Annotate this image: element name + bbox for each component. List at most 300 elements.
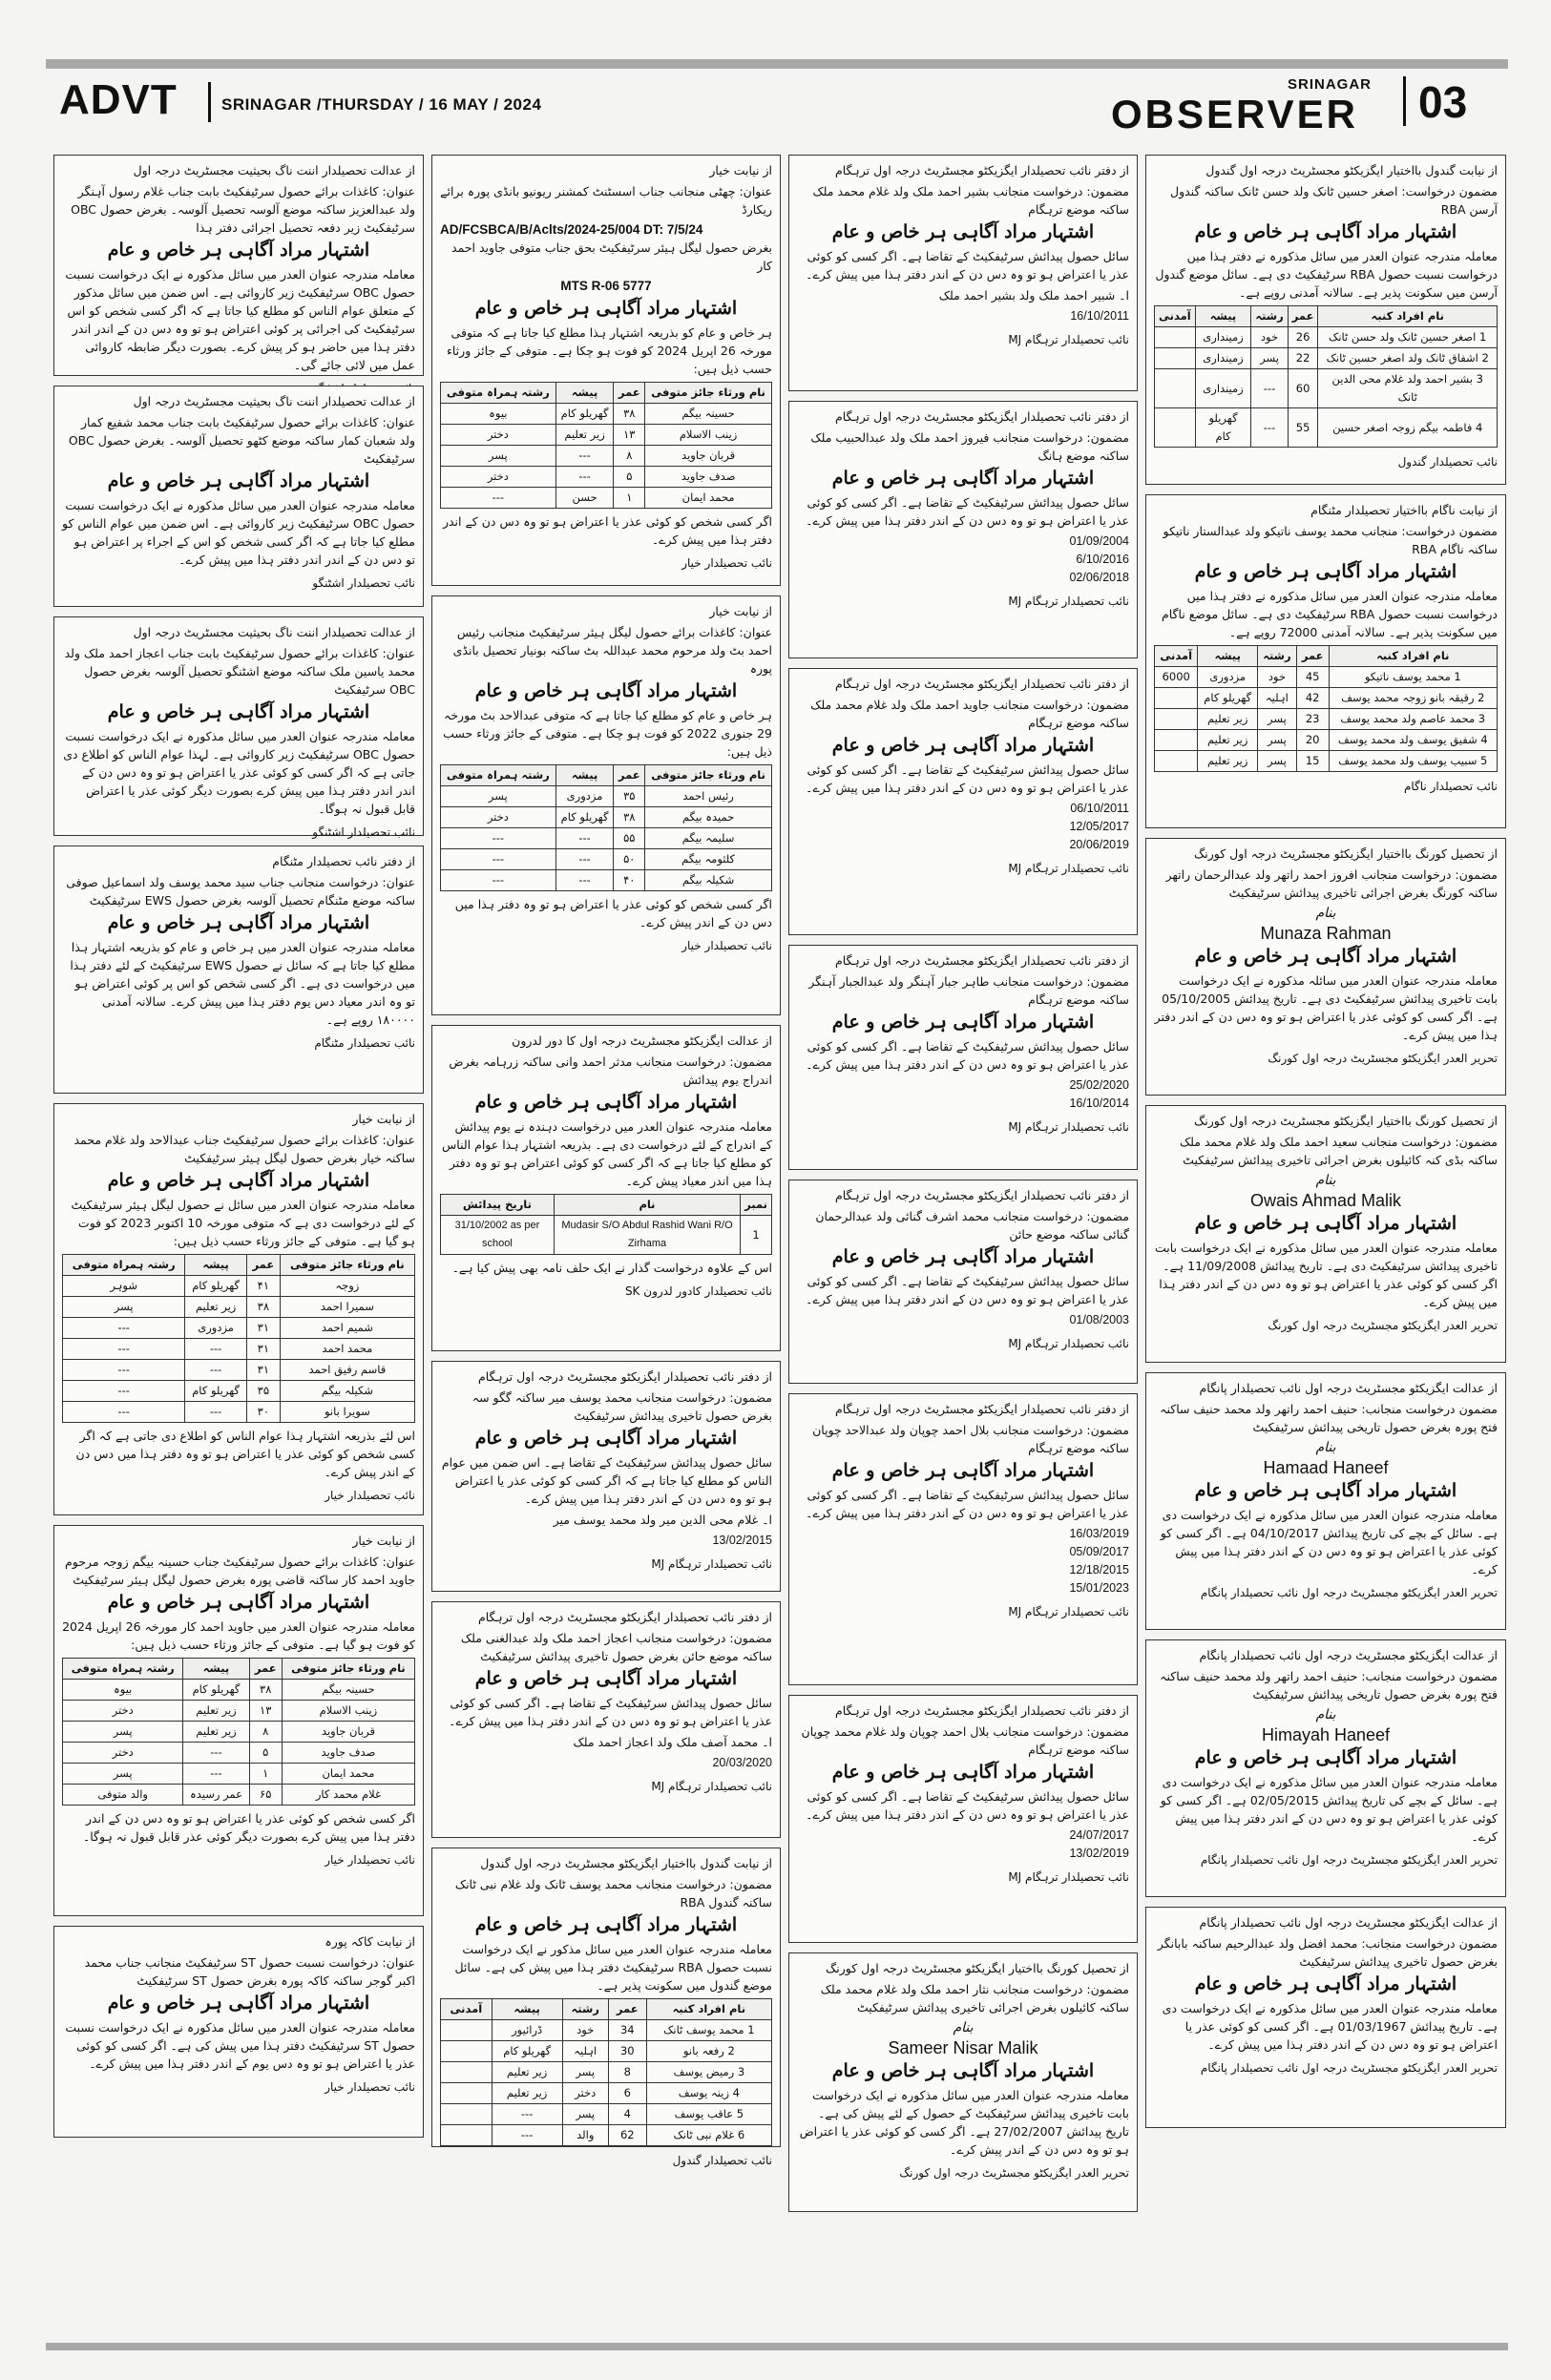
table-cell: --- xyxy=(63,1339,185,1360)
date-item: 01/09/2004 xyxy=(1069,534,1129,548)
notice-heading: اشتہار مراد آگاہی ہر خاص و عام xyxy=(474,298,738,319)
notice xyxy=(53,1926,424,2138)
notice-body: معاملہ مندرجہ عنوان العدر میں سائل مذکورہ نے ایک درخواست دی ہے۔ تاریخ پیدائش 01/03/1967 ہے۔ اگر کسی کو کوئی عذر یا اعتراض ہو تو وہ دس دن کے اندر دفتر ہذا میں پیش کرے۔ xyxy=(1162,2001,1498,2052)
table-cell: زوجہ xyxy=(280,1276,414,1297)
table-cell: 22 xyxy=(1288,348,1318,369)
notice-body: معاملہ مندرجہ عنوان العدر میں ہر خاص و عام کو بذریعہ اشتہار ہذا مطلع کیا جاتا ہے کہ سائل نے حصول EWS سرٹیفکیٹ کے لئے دفتر ہذا میں درخواست دی ہے۔ اگر کسی شخص کو اس پر کوئی اعتراض ہو تو وہ اندر معیاد دس یوم دفتر ہذا میں پیش کرے۔ سالانہ آمدنی ۱۸۰۰۰۰ روپے ہے۔ xyxy=(70,940,415,1027)
table-cell xyxy=(1155,408,1196,448)
table-cell: پسر xyxy=(63,1764,183,1785)
notice-footer: اس کے علاوہ درخواست گذار نے ایک حلف نامہ بھی پیش کیا ہے۔ xyxy=(451,1261,772,1275)
notice-signature: نائب تحصیلدار گندول xyxy=(672,2154,772,2167)
table-cell: ۸ xyxy=(249,1722,282,1743)
heirs-table xyxy=(62,1254,415,1423)
table-cell xyxy=(441,2062,493,2083)
table-cell xyxy=(441,2125,493,2146)
table-row xyxy=(63,1276,415,1297)
column-4 xyxy=(1145,155,1506,2138)
table-row xyxy=(441,425,772,446)
table-cell: سلیمہ بیگم xyxy=(645,828,772,849)
notice-signature: تحریر العدر ایگزیکٹو مجسٹریٹ درجہ اول کورنگ xyxy=(899,2166,1129,2180)
notice-heading: اشتہار مراد آگاہی ہر خاص و عام xyxy=(107,1170,370,1191)
table-cell xyxy=(1155,709,1198,730)
table-cell: 4 شفیق یوسف ولد محمد یوسف xyxy=(1329,730,1497,751)
notice-birth xyxy=(788,1393,1138,1685)
notice-subject: عنوان: کاغذات برائے حصول لیگل ہیئر سرٹیفکیٹ منجانب رئیس احمد بٹ ولد مرحوم محمد عبداللہ بٹ ساکنہ بونیار تحصیل بانڈی پورہ xyxy=(452,625,772,676)
notice-signature: نائب تحصیلدار خیار xyxy=(681,556,772,570)
table-row xyxy=(1155,327,1498,348)
notice-legal-heir xyxy=(431,595,781,1015)
table-cell: والد متوفی xyxy=(63,1785,183,1806)
table-header: نام افراد کنبہ xyxy=(646,1999,771,2020)
table-cell: 15 xyxy=(1296,751,1329,772)
table-cell: اہلیہ xyxy=(1258,688,1297,709)
table-cell xyxy=(441,2083,493,2104)
notice-intro: از عدالت ایگزیکٹو مجسٹریٹ درجہ اول نائب تحصیلدار پانگام xyxy=(1199,1381,1498,1395)
notice-heading: اشتہار مراد آگاہی ہر خاص و عام xyxy=(831,1012,1095,1033)
table-cell: 3 بشیر احمد ولد غلام محی الدین ٹانک xyxy=(1318,369,1498,408)
notice-heading: اشتہار مراد آگاہی ہر خاص و عام xyxy=(107,912,370,933)
table-cell: حسینہ بیگم xyxy=(645,404,772,425)
table-cell: 5 عاقب یوسف xyxy=(646,2104,771,2125)
notice-heading: اشتہار مراد آگاہی ہر خاص و عام xyxy=(107,701,370,722)
date-item: 13/02/2019 xyxy=(1069,1847,1129,1860)
heirs-table xyxy=(62,1658,415,1806)
table-cell: 5 سبیب یوسف ولد محمد یوسف xyxy=(1329,751,1497,772)
table-cell: گھریلو کام xyxy=(183,1680,249,1701)
notice-heading: اشتہار مراد آگاہی ہر خاص و عام xyxy=(474,1092,738,1113)
table-cell: شمیم احمد xyxy=(280,1318,414,1339)
notice-birth xyxy=(431,1601,781,1838)
notice-delayed-birth xyxy=(1145,1639,1506,1897)
table-cell: پسر xyxy=(562,2104,608,2125)
date-item: 25/02/2020 xyxy=(1069,1078,1129,1092)
notice-birth xyxy=(788,401,1138,658)
notice-subject: عنوان: کاغذات برائے حصول سرٹیفکیٹ بابت جناب اعجاز احمد ملک ولد محمد یاسین ملک ساکنہ موضع اشٹنگو تحصیل آلوسہ بغرض حصول OBC سرٹیفکیٹ xyxy=(64,646,415,697)
table-cell: خود xyxy=(1258,667,1297,688)
notice-subject: مضمون: درخواست منجانب بشیر احمد ملک ولد غلام محمد ملک ساکنہ موضع ترہگام xyxy=(812,184,1129,217)
notice-intro: از دفتر نائب تحصیلدار ایگزیکٹو مجسٹریٹ درجہ اول ترہگام xyxy=(477,1610,772,1624)
table-cell: 34 xyxy=(608,2020,646,2041)
table-cell: زیر تعلیم xyxy=(183,1722,249,1743)
table-cell: محمد احمد xyxy=(280,1339,414,1360)
applicant-name: Himayah Haneef xyxy=(1261,1725,1391,1744)
table-cell: بیوہ xyxy=(63,1680,183,1701)
notice-subject: مضمون: درخواست منجانب اعجاز احمد ملک ولد عبدالغنی ملک ساکنہ موضع حائن بغرض حصول تاخیری پیدائش سرٹیفکیٹ xyxy=(460,1631,772,1663)
notice-body: معاملہ مندرجہ عنوان العدر میں سائل مذکورہ نے دفتر ہذا میں درخواست نسبت حصول RBA سرٹیفکیٹ دی ہے۔ سائل موضع ناگام میں سکونت پذیر ہے۔ سالانہ آمدنی 72000 روپے ہے۔ xyxy=(1161,589,1498,639)
table-cell: ۳۸ xyxy=(249,1680,282,1701)
table-cell: --- xyxy=(441,870,556,891)
table-cell xyxy=(1155,688,1198,709)
notice-body: سائل حصول پیدائش سرٹیفکیٹ کے تقاضا ہے۔ اگر کسی کو کوئی عذر یا اعتراض ہو تو وہ دس دن کے اندر دفتر ہذا میں پیش کرے۔ xyxy=(806,1789,1129,1822)
page-number: 03 xyxy=(1418,77,1468,127)
table-cell: زیر تعلیم xyxy=(183,1701,249,1722)
notice-signature: نائب تحصیلدار ترہگام MJ xyxy=(1008,333,1129,346)
notice-delayed-birth xyxy=(1145,1907,1506,2128)
notice-body: معاملہ مندرجہ عنوان العدر میں سائل مذکورہ نے ایک درخواست بابت تاخیری پیدائش سرٹیفکیٹ دی ہے۔ تاریخ پیدائش 11/09/2008 ہے۔ اگر کسی کو کوئی عذر یا اعتراض ہو تو وہ دس دن کے اندر دفتر ہذا میں پیش کرے۔ xyxy=(1154,1241,1498,1309)
table-cell: پسر xyxy=(562,2062,608,2083)
table-header: رشتہ ہمراہ متوفی xyxy=(441,383,556,404)
applicant-name: Hamaad Haneef xyxy=(1263,1458,1389,1477)
table-cell: 1 محمد یوسف ٹانک xyxy=(646,2020,771,2041)
notice-subject: مضمون: درخواست منجانب طاہر جبار آہنگر ولد عبدالجبار آہنگر ساکنہ موضع ترہگام xyxy=(808,974,1129,1007)
table-cell: --- xyxy=(63,1360,185,1381)
notice-body: معاملہ مندرجہ عنوان العدر میں جاوید احمد کار مورخہ 26 اپریل 2024 کو فوت ہو گیا ہے۔ متوفی کے جائز ورثاء حسب ذیل ہیں: xyxy=(62,1619,415,1652)
notice-heading: اشتہار مراد آگاہی ہر خاص و عام xyxy=(474,680,738,701)
applicant-name: Sameer Nisar Malik xyxy=(888,2038,1038,2057)
table-cell: دختر xyxy=(562,2083,608,2104)
notice-heading: اشتہار مراد آگاہی ہر خاص و عام xyxy=(831,735,1095,756)
table-cell xyxy=(1155,730,1198,751)
table-cell: ۱ xyxy=(249,1764,282,1785)
table-header: پیشہ xyxy=(183,1659,249,1680)
birth-dates xyxy=(797,532,1129,587)
notice-birth xyxy=(788,945,1138,1170)
table-cell: کلثومہ بیگم xyxy=(645,849,772,870)
notice-signature: نائب تحصیلدار ترہگام MJ xyxy=(1008,1605,1129,1618)
notice-body: معاملہ مندرجہ عنوان العدر میں سائل مذکورہ نے ایک درخواست نسبت حصول OBC سرٹیفکیٹ زیر کاروائی ہے۔ لہذا عوام الناس کو اطلاع دی جاتی ہے کہ اگر کسی کو کوئی عذر یا اعتراض ہو تو وہ دس دن کے اندر اندر دفتر ہذا میں پیش کرے بصورت دیگر کوئی عذر یا اعتراض قابل قبول نہ ہوگا۔ xyxy=(63,729,415,816)
table-cell: مزدوری xyxy=(555,786,614,807)
table-cell: پسر xyxy=(63,1297,185,1318)
table-cell xyxy=(1155,369,1196,408)
birth-dates xyxy=(797,1525,1129,1597)
table-cell: پسر xyxy=(1258,751,1297,772)
notice-heading: اشتہار مراد آگاہی ہر خاص و عام xyxy=(831,221,1095,242)
table-row xyxy=(441,2020,772,2041)
notice-subject: مضمون: درخواست منجانب مدثر احمد وانی ساکنہ زرہامہ بغرض اندراج یوم پیدائش xyxy=(449,1054,772,1087)
notice-intro: از نیابت خیار xyxy=(352,1534,415,1548)
table-row xyxy=(441,467,772,488)
table-row xyxy=(63,1402,415,1423)
table-header: نام ورثاء جائز متوفی xyxy=(645,383,772,404)
banam-label: بنام xyxy=(953,2020,974,2036)
table-row xyxy=(441,849,772,870)
notice-subject: مضمون: درخواست منجانب جاوید احمد ملک ولد غلام محمد ملک ساکنہ موضع ترہگام xyxy=(810,698,1129,730)
table-cell: 31/10/2002 as per school xyxy=(441,1216,555,1255)
notice-body: سائل حصول پیدائش سرٹیفکیٹ کے تقاضا ہے۔ اگر کسی کو کوئی عذر یا اعتراض ہو تو وہ دس دن کے اندر دفتر ہذا میں پیش کرے۔ xyxy=(806,1488,1129,1520)
table-cell: والد xyxy=(562,2125,608,2146)
table-cell: 26 xyxy=(1288,327,1318,348)
table-cell: محمد ایمان xyxy=(645,488,772,509)
banam-label: بنام xyxy=(1315,906,1336,921)
notice-subject: مضمون: درخواست منجانب محمد یوسف ٹانک ولد غلام نبی ٹانک ساکنہ گندول RBA xyxy=(454,1877,772,1910)
table-cell: 3 رمیض یوسف xyxy=(646,2062,771,2083)
table-cell: پسر xyxy=(1258,709,1297,730)
table-cell xyxy=(1155,348,1196,369)
notice-subject: عنوان: کاغذات برائے حصول سرٹیفکیٹ بابت جناب غلام رسول آہنگر ولد عبدالعزیز ساکنہ موضع آلوسہ تحصیل آلوسہ۔ بغرض حصول OBC سرٹیفکیٹ زیر دفعہ تحصیل اجرائی دفتر ہذا xyxy=(71,184,415,235)
table-cell: --- xyxy=(492,2104,562,2125)
table-cell: 4 زینہ یوسف xyxy=(646,2083,771,2104)
table-cell: --- xyxy=(555,870,614,891)
table-row xyxy=(63,1743,415,1764)
notice-signature: نائب تحصیلدار گندول xyxy=(1397,455,1498,469)
table-row xyxy=(1155,667,1498,688)
notice-subject: مضمون: درخواست منجانب افروز احمد راتھر ولد عبدالرحمان راتھر ساکنہ کورنگ بغرض اجرائی تاخیری پیدائش سرٹیفکیٹ xyxy=(1165,867,1498,900)
masthead xyxy=(55,71,1506,134)
notice xyxy=(53,386,424,607)
notice-signature: نائب تحصیلدار ترہگام MJ xyxy=(1008,595,1129,608)
table-cell: ۵۰ xyxy=(614,849,645,870)
notice-heading: اشتہار مراد آگاہی ہر خاص و عام xyxy=(831,1460,1095,1481)
table-cell: 1 اصغر حسین ٹانک ولد حسن ٹانک xyxy=(1318,327,1498,348)
table-header: آمدنی xyxy=(441,1999,493,2020)
notice-delayed-birth xyxy=(1145,1372,1506,1630)
notice-subject: عنوان: کاغذات برائے حصول سرٹیفکیٹ بابت جناب محمد شفیع کمار ولد شعبان کمار ساکنہ موضع کٹھو تحصیل آلوسہ۔ بغرض حصول OBC سرٹیفکیٹ xyxy=(68,415,415,466)
table-cell: ۳۸ xyxy=(614,404,645,425)
notice-signature: نائب تحصیلدار اشٹنگو xyxy=(312,576,415,590)
table-cell: مزدوری xyxy=(185,1318,247,1339)
notice-body: معاملہ مندرجہ عنوان العدر میں سائل مذکورہ نے ایک درخواست بابت تاخیری پیدائش سرٹیفکیٹ کے حصول کے لئے پیش کی ہے۔ تاریخ پیدائش 27/02/2007 ہے۔ اگر کسی کو کوئی عذر یا اعتراض ہو تو وہ دس دن کے اندر پیش کرے۔ xyxy=(799,2088,1129,2157)
table-cell: 20 xyxy=(1296,730,1329,751)
notice-signature: تحریر العدر ایگزیکٹو مجسٹریٹ درجہ اول نائب تحصیلدار پانگام xyxy=(1200,1853,1498,1867)
table-cell: ۸ xyxy=(614,446,645,467)
table-cell: --- xyxy=(183,1743,249,1764)
table-cell: ۱ xyxy=(614,488,645,509)
notice-heading: اشتہار مراد آگاہی ہر خاص و عام xyxy=(1194,1973,1457,1994)
birth-date: 13/02/2015 xyxy=(712,1534,772,1547)
table-row xyxy=(441,2083,772,2104)
date-item: 05/09/2017 xyxy=(1069,1545,1129,1558)
notice-body: سائل حصول پیدائش سرٹیفکیٹ کے تقاضا ہے۔ اگر کسی کو کوئی عذر یا اعتراض ہو تو وہ دس دن کے اندر دفتر ہذا میں پیش کرے۔ xyxy=(806,762,1129,795)
table-cell: قاسم رفیق احمد xyxy=(280,1360,414,1381)
table-cell: زیر تعلیم xyxy=(1198,709,1258,730)
dateline: SRINAGAR /THURSDAY / 16 MAY / 2024 xyxy=(221,95,542,114)
table-row xyxy=(1155,688,1498,709)
banam-label: بنام xyxy=(1315,1173,1336,1188)
brand-logo: OBSERVER xyxy=(1111,92,1358,136)
heirs-table xyxy=(440,764,772,891)
notice-legal-heir xyxy=(53,1525,424,1916)
notice-subject: مضمون: درخواست منجانب سعید احمد ملک ولد غلام محمد ملک ساکنہ بڈی کنہ کائیلوں بغرض اجرائی تاخیری پیدائش سرٹیفکیٹ xyxy=(1179,1135,1498,1167)
notice-intro: از تحصیل کورنگ بااختیار ایگزیکٹو مجسٹریٹ درجہ اول کورنگ xyxy=(1194,1114,1498,1128)
table-row xyxy=(441,446,772,467)
table-cell: 8 xyxy=(608,2062,646,2083)
column-3 xyxy=(788,155,1138,2222)
notice-intro: از تحصیل کورنگ بااختیار ایگزیکٹو مجسٹریٹ درجہ اول کورنگ xyxy=(826,1961,1129,1975)
notice xyxy=(53,155,424,376)
notice-heading: اشتہار مراد آگاہی ہر خاص و عام xyxy=(107,240,370,261)
date-item: 16/03/2019 xyxy=(1069,1527,1129,1540)
table-cell: --- xyxy=(63,1318,185,1339)
notice-body: سائل حصول پیدائش سرٹیفکیٹ کے تقاضا ہے۔ اگر کسی کو کوئی عذر یا اعتراض ہو تو وہ دس دن کے اندر دفتر ہذا میں پیش کرے۔ xyxy=(449,1696,772,1728)
table-cell: زمینداری xyxy=(1195,369,1251,408)
table-row xyxy=(63,1701,415,1722)
notice-heading: اشتہار مراد آگاہی ہر خاص و عام xyxy=(107,1993,370,2014)
table-cell xyxy=(1155,751,1198,772)
table-row xyxy=(1155,751,1498,772)
notice-subject: مضمون: درخواست منجانب بلال احمد چوپان ولد غلام محمد چوپان ساکنہ موضع ترہگام xyxy=(801,1724,1129,1757)
notice-heading: اشتہار مراد آگاہی ہر خاص و عام xyxy=(474,1428,738,1449)
table-header: رشتہ xyxy=(1258,646,1297,667)
table-row xyxy=(441,807,772,828)
table-cell: ۴۰ xyxy=(614,870,645,891)
notice-signature: نائب تحصیلدار ترہگام MJ xyxy=(1008,862,1129,875)
birth-dates xyxy=(797,1311,1129,1329)
notice-body: سائل حصول پیدائش سرٹیفکیٹ کے تقاضا ہے۔ اگر کسی کو کوئی عذر یا اعتراض ہو تو وہ دس دن کے اندر دفتر ہذا میں پیش کرے۔ xyxy=(806,495,1129,528)
table-cell: مزدوری xyxy=(1198,667,1258,688)
table-cell: --- xyxy=(185,1339,247,1360)
date-item: 02/06/2018 xyxy=(1069,571,1129,584)
table-header: رشتہ ہمراہ متوفی xyxy=(63,1659,183,1680)
table-row xyxy=(63,1680,415,1701)
table-cell: 23 xyxy=(1296,709,1329,730)
table-header: پیشہ xyxy=(555,765,614,786)
birth-entry-table xyxy=(440,1194,772,1255)
notice-subject: مضمون درخواست: منجانب محمد یوسف ناتیکو ولد عبدالستار ناتیکو ساکنہ ناگام RBA xyxy=(1163,524,1498,556)
notice-rba xyxy=(431,1848,781,2167)
table-cell: حسینہ بیگم xyxy=(282,1680,414,1701)
table-cell: قربان جاوید xyxy=(282,1722,414,1743)
notice-intro: از نیابت خیار xyxy=(709,163,772,177)
table-cell: گھریلو کام xyxy=(185,1381,247,1402)
table-cell: شوہر xyxy=(63,1276,185,1297)
table-cell: --- xyxy=(1251,369,1288,408)
notice-body: ہر خاص و عام کو بذریعہ اشتہار ہذا مطلع کیا جاتا ہے کہ متوفی مورخہ 26 اپریل 2024 کو فوت ہو چکا ہے۔ متوفی کے جائز ورثاء حسب ذیل ہیں: xyxy=(447,325,772,376)
notice-subject: عنوان: چھٹی منجانب جناب اسسٹنٹ کمشنر ریونیو بانڈی پورہ برائے ریکارڈ xyxy=(440,184,772,217)
notice-heading: اشتہار مراد آگاہی ہر خاص و عام xyxy=(1194,1747,1457,1768)
child-name: ا۔ محمد آصف ملک ولد اعجاز احمد ملک xyxy=(573,1735,772,1749)
table-cell: دختر xyxy=(63,1701,183,1722)
table-cell: اہلیہ xyxy=(562,2041,608,2062)
date-item: 06/10/2011 xyxy=(1070,802,1129,815)
notice-signature: نائب تحصیلدار خیار xyxy=(681,939,772,952)
notice-signature: نائب تحصیلدار ترہگام MJ xyxy=(651,1780,772,1793)
notice-signature: نائب تحصیلدار مٹنگام xyxy=(314,1036,415,1050)
table-header: نام ورثاء جائز متوفی xyxy=(280,1255,414,1276)
table-cell: --- xyxy=(185,1402,247,1423)
table-cell: بیوہ xyxy=(441,404,556,425)
notice xyxy=(53,846,424,1094)
notice-heading: اشتہار مراد آگاہی ہر خاص و عام xyxy=(1194,1480,1457,1501)
notice-footer: اگر کسی شخص کو کوئی عذر یا اعتراض ہو تو وہ دس دن کے اندر دفتر ہذا میں پیش کرے بصورت دیگر کوئی عذر قابل قبول نہ ہوگا۔ xyxy=(82,1811,415,1844)
notice-body: سائل حصول پیدائش سرٹیفکیٹ کے تقاضا ہے۔ اگر کسی کو کوئی عذر یا اعتراض ہو تو وہ دس دن کے اندر دفتر ہذا میں پیش کرے۔ xyxy=(806,1039,1129,1072)
table-cell: ۳۱ xyxy=(246,1339,280,1360)
notice-intro: از تحصیل کورنگ بااختیار ایگزیکٹو مجسٹریٹ درجہ اول کورنگ xyxy=(1194,846,1498,861)
table-header: عمر xyxy=(614,383,645,404)
notice-footer: اگر کسی شخص کو کوئی عذر یا اعتراض ہو تو وہ دس دن کے اندر دفتر ہذا میں پیش کرے۔ xyxy=(442,514,772,547)
table-cell: 42 xyxy=(1296,688,1329,709)
notice-body: معاملہ مندرجہ عنوان العدر میں سائل مذکورہ نے ایک درخواست نسبت حصول OBC سرٹیفکیٹ زیر کاروائی ہے۔ اس ضمن میں سائل مذکور کے متعلق عوام الناس کو مطلع کیا جاتا ہے کہ اگر کسی شخص کو اس سرٹیفکیٹ کی اجرائی پر کوئی اعتراض ہو تو وہ دس دن کے اندر اندر دفتر ہذا میں حاضر ہو کر پیش کرے۔ بصورت دیگر ضابطہ کاروائی عمل میں لائی جائے گی۔ xyxy=(65,267,415,372)
notice-heading: اشتہار مراد آگاہی ہر خاص و عام xyxy=(1194,561,1457,582)
table-cell: دختر xyxy=(441,467,556,488)
table-cell: ۱۳ xyxy=(614,425,645,446)
table-cell: ۵۵ xyxy=(614,828,645,849)
table-header: رشتہ ہمراہ متوفی xyxy=(441,765,556,786)
table-cell: 2 اشفاق ٹانک ولد اصغر حسین ٹانک xyxy=(1318,348,1498,369)
table-cell: 6 غلام نبی ٹانک xyxy=(646,2125,771,2146)
table-cell: --- xyxy=(185,1360,247,1381)
table-cell: ۳۸ xyxy=(246,1297,280,1318)
table-header: رشتہ xyxy=(1251,306,1288,327)
table-cell: پسر xyxy=(441,786,556,807)
table-cell xyxy=(1155,327,1196,348)
family-table xyxy=(1154,645,1498,772)
table-cell: پسر xyxy=(441,446,556,467)
notice-signature: نائب تحصیلدار ترہگام MJ xyxy=(1008,1120,1129,1134)
table-row xyxy=(441,2041,772,2062)
notice-intro: از عدالت ایگزیکٹو مجسٹریٹ درجہ اول کا دور لدرون xyxy=(512,1033,772,1048)
masthead-divider-right xyxy=(1403,76,1406,126)
table-cell: --- xyxy=(492,2125,562,2146)
table-cell: 4 xyxy=(608,2104,646,2125)
notice-intro: از نیابت کاکہ پورہ xyxy=(325,1934,415,1949)
notice-intro: از دفتر نائب تحصیلدار ایگزیکٹو مجسٹریٹ درجہ اول ترہگام xyxy=(834,677,1129,691)
table-cell: پسر xyxy=(1251,348,1288,369)
table-header: عمر xyxy=(614,765,645,786)
table-cell: صدف جاوید xyxy=(645,467,772,488)
table-cell: زمینداری xyxy=(1195,348,1251,369)
table-cell: ۶۵ xyxy=(249,1785,282,1806)
table-header: رشتہ xyxy=(562,1999,608,2020)
table-header: عمر xyxy=(249,1659,282,1680)
table-cell: 4 فاطمہ بیگم زوجہ اصغر حسین xyxy=(1318,408,1498,448)
table-cell: رئیس احمد xyxy=(645,786,772,807)
notice-subject: مضمون: درخواست منجانب بلال احمد چوپان ولد عبدالاحد چوپان ساکنہ موضع ترہگام xyxy=(812,1423,1129,1455)
notice-body: معاملہ مندرجہ عنوان العدر میں سائل مذکورہ نے ایک درخواست نسبت حصول OBC سرٹیفکیٹ زیر کاروائی ہے۔ اس ضمن میں عوام الناس کو مطلع کیا جاتا ہے کہ اگر کسی شخص کو اس کے اجراء پر اعتراض ہو تو دس دن کے اندر اندر دفتر ہذا میں پیش کرے۔ xyxy=(62,498,415,567)
notice-subject: مضمون درخواست: اصغر حسین ٹانک ولد حسن ٹانک ساکنہ گندول آرسن RBA xyxy=(1170,184,1498,217)
table-row xyxy=(63,1360,415,1381)
notice-heading: اشتہار مراد آگاہی ہر خاص و عام xyxy=(1194,1213,1457,1234)
table-row xyxy=(1155,709,1498,730)
table-row xyxy=(63,1764,415,1785)
birth-dates xyxy=(797,800,1129,854)
table-cell: ۳۰ xyxy=(246,1402,280,1423)
table-cell: 30 xyxy=(608,2041,646,2062)
table-cell: --- xyxy=(441,488,556,509)
notice-intro: از نیابت گندول بااختیار ایگزیکٹو مجسٹریٹ درجہ اول گندول xyxy=(480,1856,772,1870)
section-label: ADVT xyxy=(59,76,178,123)
notice-heading: اشتہار مراد آگاہی ہر خاص و عام xyxy=(831,2060,1095,2081)
table-cell: Mudasir S/O Abdul Rashid Wani R/O Zirhama xyxy=(554,1216,740,1255)
table-cell: دختر xyxy=(441,807,556,828)
table-cell: سمیرا احمد xyxy=(280,1297,414,1318)
notice-rba xyxy=(1145,494,1506,828)
table-cell: 45 xyxy=(1296,667,1329,688)
table-row xyxy=(441,404,772,425)
table-header: پیشہ xyxy=(1198,646,1258,667)
table-cell: ڈرائیور xyxy=(492,2020,562,2041)
table-cell: --- xyxy=(555,849,614,870)
table-cell: ۵ xyxy=(614,467,645,488)
table-cell: زیر تعلیم xyxy=(1198,751,1258,772)
family-table xyxy=(440,1998,772,2146)
notice-intro: از دفتر نائب تحصیلدار ایگزیکٹو مجسٹریٹ درجہ اول ترہگام xyxy=(834,1402,1129,1416)
notice-heading: اشتہار مراد آگاہی ہر خاص و عام xyxy=(1194,946,1457,967)
notice-legal-heir xyxy=(431,155,781,586)
table-cell xyxy=(441,2041,493,2062)
table-cell: ۴۱ xyxy=(246,1276,280,1297)
masthead-divider xyxy=(208,82,211,122)
birth-dates xyxy=(797,1827,1129,1863)
table-header: نام xyxy=(554,1195,740,1216)
table-cell: --- xyxy=(63,1402,185,1423)
table-cell: شکیلہ بیگم xyxy=(280,1381,414,1402)
notice-delayed-birth xyxy=(1145,1105,1506,1363)
notice-footer: اگر کسی شخص کو کوئی عذر یا اعتراض ہو تو وہ دفتر ہذا میں دس دن کے اندر پیش کرے۔ xyxy=(454,897,772,929)
notice-birth xyxy=(788,1695,1138,1943)
notice-body: معاملہ مندرجہ عنوان العدر میں درخواست دہندہ نے یوم پیدائش کے اندراج کے لئے درخواست دی ہے۔ بذریعہ اشتہار ہذا عوام الناس کو مطلع کیا جاتا ہے کہ اگر کسی کو کوئی اعتراض ہو تو وہ دفتر ہذا میں اندر معیاد پیش کرے۔ xyxy=(442,1119,772,1188)
notice-subject: عنوان: درخواست نسبت حصول ST سرٹیفکیٹ منجانب جناب محمد اکبر گوجر ساکنہ کاکہ پورہ بغرض حصول ST سرٹیفکیٹ xyxy=(84,1955,415,1988)
table-cell: ۱۳ xyxy=(249,1701,282,1722)
table-header: تاریخ پیدائش xyxy=(441,1195,555,1216)
table-cell: ۳۱ xyxy=(246,1318,280,1339)
date-item: 01/08/2003 xyxy=(1069,1313,1129,1326)
notice-intro: از دفتر نائب تحصیلدار ایگزیکٹو مجسٹریٹ درجہ اول ترہگام xyxy=(477,1369,772,1384)
date-item: 12/18/2015 xyxy=(1069,1563,1129,1576)
table-row xyxy=(441,870,772,891)
table-row xyxy=(1155,348,1498,369)
table-row xyxy=(441,2104,772,2125)
table-header: عمر xyxy=(608,1999,646,2020)
